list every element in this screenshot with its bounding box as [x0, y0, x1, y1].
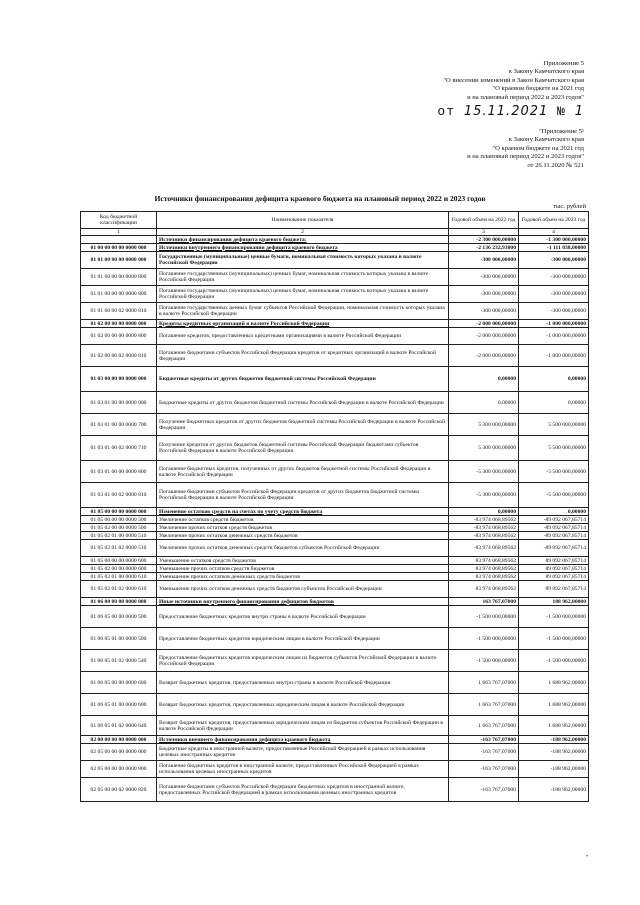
row-name: Погашение бюджетных кредитов, полученных от других бюджетов бюджетной системы Российской Федерации в валюте Российской Федерации — [157, 461, 449, 483]
row-name: Получение бюджетных кредитов от других бюджетов бюджетной системы Российской Федерации в валюте Российской Федерации — [157, 414, 449, 436]
row-name: Изменение остатков средств на счетах по учету средств бюджета — [157, 508, 449, 516]
row-value-2023: -89 092 067,85714 — [519, 524, 589, 532]
row-name: Иные источники внутреннего финансирования дефицитов бюджетов — [157, 598, 449, 606]
row-name: Предоставление бюджетных кредитов юридическим лицам из бюджетов субъектов Российской Федерации в валюте Российской Федерации — [157, 650, 449, 672]
appendix-header — [443, 60, 584, 102]
row-value-2023: 89 092 067,85714 — [519, 573, 589, 581]
table-row — [81, 565, 589, 573]
row-value-2023: 89 092 067,85714 — [519, 557, 589, 565]
table-row — [81, 461, 589, 483]
table-row — [81, 672, 589, 694]
table-row — [81, 483, 589, 508]
row-value-2022: -83 974 068,89562 — [449, 516, 519, 524]
row-name: Бюджетные кредиты от других бюджетов бюджетной системы Российской Федерации — [157, 367, 449, 392]
table-row — [81, 650, 589, 672]
row-value-2022: 83 974 068,89562 — [449, 557, 519, 565]
row-name: Погашение бюджетами субъектов Российской Федерации кредитов от других бюджетов бюджетной системы Российской Федерации в валюте Российской Федерации — [157, 483, 449, 508]
header-line: Приложение 5 — [543, 60, 584, 67]
row-code: 01 05 02 01 00 0000 510 — [81, 532, 157, 540]
row-value-2023: -1 500 000,00000 — [519, 606, 589, 628]
row-name: Уменьшение прочих остатков денежных средств бюджетов субъектов Российской Федерации — [157, 581, 449, 598]
row-value-2022: -163 767,07000 — [449, 736, 519, 744]
row-value-2022: -2 300 000,00000 — [449, 236, 519, 244]
row-value-2022: 1 663 767,07000 — [449, 694, 519, 716]
row-value-2022: 0,00000 — [449, 392, 519, 414]
column-header-2023: Годовой объем на 2023 год — [519, 212, 589, 229]
row-value-2022: -163 767,07000 — [449, 778, 519, 802]
row-value-2023: -1 500 000,00000 — [519, 650, 589, 672]
header-line: "О внесении изменений в Закон Камчатского края — [443, 76, 584, 84]
table-row — [81, 367, 589, 392]
row-value-2023: -300 000,00000 — [519, 303, 589, 320]
decree-stamp — [437, 104, 584, 119]
row-code: 01 05 00 00 00 0000 600 — [81, 557, 157, 565]
row-value-2023: 5 500 000,00000 — [519, 414, 589, 436]
column-header-2022: Годовой объем на 2022 год — [449, 212, 519, 229]
row-code: 01 02 00 00 02 0000 810 — [81, 345, 157, 367]
row-name: Погашение кредитов, предоставленных кредитными организациями в валюте Российской Федерации — [157, 328, 449, 345]
row-code: 01 06 05 01 02 0000 540 — [81, 650, 157, 672]
row-name: Погашение государственных ценных бумаг субъектов Российской Федерации, номинальная стоимость которых указана в валюте Российской Федерации — [157, 303, 449, 320]
table-row — [81, 345, 589, 367]
row-value-2022: -2 136 232,93000 — [449, 244, 519, 252]
row-value-2022: -83 974 068,89562 — [449, 524, 519, 532]
table-row — [81, 778, 589, 802]
row-value-2022: 0,00000 — [449, 367, 519, 392]
table-row — [81, 269, 589, 286]
table-row — [81, 303, 589, 320]
row-value-2022: -300 000,00000 — [449, 269, 519, 286]
row-name: Уменьшение остатков средств бюджетов — [157, 557, 449, 565]
row-value-2023: -188 962,00000 — [519, 778, 589, 802]
row-value-2022: -1 500 000,00000 — [449, 606, 519, 628]
appendix-subheader — [467, 128, 584, 170]
row-code: 02 05 00 00 00 0000 000 — [81, 744, 157, 761]
row-code: 01 01 00 00 00 0000 800 — [81, 286, 157, 303]
row-name: Источники внутреннего финансирования дефицита краевого бюджета — [157, 244, 449, 252]
row-value-2023: -1 500 000,00000 — [519, 628, 589, 650]
table-row — [81, 244, 589, 252]
stamp-prefix: от — [437, 104, 456, 119]
table-row — [81, 392, 589, 414]
row-name: Увеличение прочих остатков денежных средств бюджетов — [157, 532, 449, 540]
row-value-2023: -300 000,00000 — [519, 286, 589, 303]
row-value-2022: 0,00000 — [449, 508, 519, 516]
row-value-2023: -1 000 000,00000 — [519, 345, 589, 367]
row-name: Уменьшение прочих остатков средств бюджетов — [157, 565, 449, 573]
table-row — [81, 694, 589, 716]
row-name: Источники внешнего финансирования дефицита краевого бюджета — [157, 736, 449, 744]
table-row — [81, 736, 589, 744]
header-line: "Приложение 5¹ — [538, 128, 584, 135]
table-row — [81, 328, 589, 345]
row-code: 01 00 00 00 00 0000 000 — [81, 244, 157, 252]
row-code: 01 06 05 01 00 0000 600 — [81, 694, 157, 716]
units-label: тыс. рублей — [553, 203, 586, 210]
row-value-2022: -163 767,07000 — [449, 761, 519, 778]
row-value-2023: 1 688 962,00000 — [519, 694, 589, 716]
table-row — [81, 540, 589, 557]
table-row — [81, 286, 589, 303]
document-title: Источники финансирования дефицита краевого бюджета на плановый период 2022 и 2023 годов — [154, 194, 486, 203]
row-value-2022: -2 000 000,00000 — [449, 320, 519, 328]
row-code: 01 06 05 00 00 0000 500 — [81, 606, 157, 628]
row-code: 01 05 02 01 00 0000 610 — [81, 573, 157, 581]
row-code: 01 05 02 00 00 0000 500 — [81, 524, 157, 532]
table-row — [81, 236, 589, 244]
table-row — [81, 761, 589, 778]
row-value-2023: 89 092 067,85714 — [519, 581, 589, 598]
row-name: Уменьшение прочих остатков денежных средств бюджетов — [157, 573, 449, 581]
row-value-2022: 83 974 068,89562 — [449, 581, 519, 598]
row-value-2022: 83 974 068,89562 — [449, 565, 519, 573]
row-name: Увеличение прочих остатков средств бюджетов — [157, 524, 449, 532]
row-code: 01 01 00 00 02 0000 810 — [81, 303, 157, 320]
row-value-2023: -89 092 067,85714 — [519, 540, 589, 557]
table-row — [81, 628, 589, 650]
header-line: и на плановый период 2022 и 2023 годов" — [467, 153, 584, 161]
row-value-2023: 5 500 000,00000 — [519, 436, 589, 461]
row-value-2023: 0,00000 — [519, 508, 589, 516]
row-value-2022: -163 767,07000 — [449, 744, 519, 761]
table-row — [81, 516, 589, 524]
row-code: 01 05 02 01 02 0000 510 — [81, 540, 157, 557]
row-value-2022: -5 300 000,00000 — [449, 461, 519, 483]
row-name: Предоставление бюджетных кредитов внутри страны в валюте Российской Федерации — [157, 606, 449, 628]
row-name: Источники финансирования дефицита краевого бюджета: — [157, 236, 449, 244]
row-name: Получение кредитов от других бюджетов бюджетной системы Российской Федерации бюджетами субъектов Российской Федерации в валюте Российской Федерации — [157, 436, 449, 461]
column-number: 4 — [519, 229, 589, 236]
table-row — [81, 716, 589, 736]
row-name: Возврат бюджетных кредитов, предоставленных юридическим лицам в валюте Российской Федерации — [157, 694, 449, 716]
column-number: 3 — [449, 229, 519, 236]
row-code: 01 03 00 00 00 0000 000 — [81, 367, 157, 392]
row-code: 01 03 01 00 00 0000 000 — [81, 392, 157, 414]
row-name: Погашение государственных (муниципальных) ценных бумаг, номинальная стоимость которых указана в валюте Российской Федерации — [157, 269, 449, 286]
row-code: 01 02 00 00 00 0000 800 — [81, 328, 157, 345]
header-line: "О краевом бюджете на 2021 год — [492, 144, 584, 152]
row-value-2023: -1 000 000,00000 — [519, 328, 589, 345]
row-code: 01 06 00 00 00 0000 000 — [81, 598, 157, 606]
row-name: Погашение государственных (муниципальных) ценных бумаг, номинальная стоимость которых указана в валюте Российской Федерации — [157, 286, 449, 303]
row-code: 01 06 05 01 02 0000 640 — [81, 716, 157, 736]
row-name: Кредиты кредитных организаций в валюте Российской Федерации — [157, 320, 449, 328]
row-code — [81, 236, 157, 244]
row-value-2022: -300 000,00000 — [449, 252, 519, 269]
page-mark: " — [585, 855, 588, 861]
row-value-2022: -83 974 068,89562 — [449, 532, 519, 540]
row-code: 01 03 01 00 02 0000 710 — [81, 436, 157, 461]
row-value-2023: -188 962,00000 — [519, 761, 589, 778]
table-row — [81, 532, 589, 540]
row-name: Погашение бюджетами субъектов Российской Федерации бюджетных кредитов в иностранной валюте, предоставленных Российской Федерацией в рамках использования целевых иностранных кредитов — [157, 778, 449, 802]
row-name: Бюджетные кредиты в иностранной валюте, предоставленные Российской Федерацией в рамках использования целевых иностранных кредитов — [157, 744, 449, 761]
row-value-2023: -300 000,00000 — [519, 269, 589, 286]
row-value-2022: -300 000,00000 — [449, 286, 519, 303]
row-name: Государственные (муниципальные) ценные бумаги, номинальная стоимость которых указана в валюте Российской Федерации — [157, 252, 449, 269]
financing-sources-table — [80, 211, 589, 802]
row-value-2023: -1 000 000,00000 — [519, 320, 589, 328]
header-line: "О краевом бюджете на 2021 год — [492, 85, 584, 93]
row-value-2022: -1 500 000,00000 — [449, 628, 519, 650]
row-value-2023: -89 092 067,85714 — [519, 532, 589, 540]
row-code: 02 05 00 00 02 0000 820 — [81, 778, 157, 802]
row-value-2023: 188 962,00000 — [519, 598, 589, 606]
stamp-date: 15.11.2021 — [463, 104, 549, 119]
row-code: 01 03 01 00 00 0000 800 — [81, 461, 157, 483]
row-code: 02 00 00 00 00 0000 000 — [81, 736, 157, 744]
row-code: 01 05 02 00 00 0000 600 — [81, 565, 157, 573]
row-value-2023: 1 688 962,00000 — [519, 672, 589, 694]
column-number: 1 — [81, 229, 157, 236]
table-header-row — [81, 212, 589, 229]
row-value-2022: -83 974 068,89562 — [449, 540, 519, 557]
row-code: 01 01 00 00 00 0000 800 — [81, 269, 157, 286]
row-value-2022: -2 000 000,00000 — [449, 345, 519, 367]
row-name: Увеличение остатков средств бюджетов — [157, 516, 449, 524]
row-code: 01 03 01 00 02 0000 810 — [81, 483, 157, 508]
row-code: 01 06 05 00 00 0000 600 — [81, 672, 157, 694]
row-value-2023: 0,00000 — [519, 367, 589, 392]
row-value-2023: -188 962,00000 — [519, 744, 589, 761]
table-row — [81, 581, 589, 598]
stamp-number-label: № — [557, 104, 566, 119]
row-code: 02 05 00 00 00 0000 800 — [81, 761, 157, 778]
row-name: Бюджетные кредиты от других бюджетов бюджетной системы Российской Федерации в валюте Российской Федерации — [157, 392, 449, 414]
row-value-2022: -2 000 000,00000 — [449, 328, 519, 345]
row-value-2023: -1 111 038,00000 — [519, 244, 589, 252]
row-name: Возврат бюджетных кредитов, предоставленных внутри страны в валюте Российской Федерации — [157, 672, 449, 694]
row-code: 01 01 00 00 00 0000 000 — [81, 252, 157, 269]
table-row — [81, 598, 589, 606]
table-row — [81, 508, 589, 516]
column-number: 2 — [157, 229, 449, 236]
column-header-code: Код бюджетной классификации — [81, 212, 157, 229]
table-row — [81, 320, 589, 328]
row-value-2022: -300 000,00000 — [449, 303, 519, 320]
row-value-2023: -188 962,00000 — [519, 736, 589, 744]
row-value-2022: -1 500 000,00000 — [449, 650, 519, 672]
row-name: Предоставление бюджетных кредитов юридическим лицам в валюте Российской Федерации — [157, 628, 449, 650]
row-code: 01 05 02 01 02 0000 610 — [81, 581, 157, 598]
row-value-2022: 83 974 068,89562 — [449, 573, 519, 581]
table-row — [81, 414, 589, 436]
row-value-2022: -5 300 000,00000 — [449, 483, 519, 508]
row-name: Увеличение прочих остатков денежных средств бюджетов субъектов Российской Федерации — [157, 540, 449, 557]
header-line: от 26.11.2020 № 521 — [527, 161, 584, 169]
row-value-2023: 1 688 962,00000 — [519, 716, 589, 736]
row-code: 01 06 05 01 00 0000 500 — [81, 628, 157, 650]
row-code: 01 05 00 00 00 0000 000 — [81, 508, 157, 516]
row-value-2023: -5 500 000,00000 — [519, 461, 589, 483]
row-value-2022: 5 300 000,00000 — [449, 414, 519, 436]
row-value-2023: -300 000,00000 — [519, 252, 589, 269]
table-row — [81, 557, 589, 565]
row-name: Возврат бюджетных кредитов, предоставленных юридическим лицам из бюджетов субъектов Российской Федерации в валюте Российской Федерации — [157, 716, 449, 736]
table-row — [81, 744, 589, 761]
row-value-2022: 1 663 767,07000 — [449, 716, 519, 736]
table-row — [81, 252, 589, 269]
row-code: 01 03 01 00 00 0000 700 — [81, 414, 157, 436]
header-line: и на плановый период 2022 и 2023 годов" — [467, 93, 584, 101]
column-number-row — [81, 229, 589, 236]
table-row — [81, 436, 589, 461]
row-name: Погашение бюджетами субъектов Российской Федерации кредитов от кредитных организаций в валюте Российской Федерации — [157, 345, 449, 367]
table-row — [81, 524, 589, 532]
row-value-2022: 5 300 000,00000 — [449, 436, 519, 461]
row-value-2023: 89 092 067,85714 — [519, 565, 589, 573]
header-line: к Закону Камчатского края — [508, 136, 584, 144]
row-value-2023: -1 300 000,00000 — [519, 236, 589, 244]
table-row — [81, 606, 589, 628]
row-value-2023: -5 500 000,00000 — [519, 483, 589, 508]
row-value-2022: 163 767,07000 — [449, 598, 519, 606]
row-value-2023: 0,00000 — [519, 392, 589, 414]
table-row — [81, 573, 589, 581]
header-line: к Закону Камчатского края — [508, 68, 584, 76]
column-header-name: Наименование показателя — [157, 212, 449, 229]
row-name: Погашение бюджетных кредитов в иностранной валюте, предоставленных Российской Федерацией в рамках использования целевых иностранных кредитов — [157, 761, 449, 778]
row-value-2022: 1 663 767,07000 — [449, 672, 519, 694]
row-code: 01 02 00 00 00 0000 000 — [81, 320, 157, 328]
row-code: 01 05 00 00 00 0000 500 — [81, 516, 157, 524]
stamp-number: 1 — [574, 104, 584, 119]
row-value-2023: -89 092 067,85714 — [519, 516, 589, 524]
